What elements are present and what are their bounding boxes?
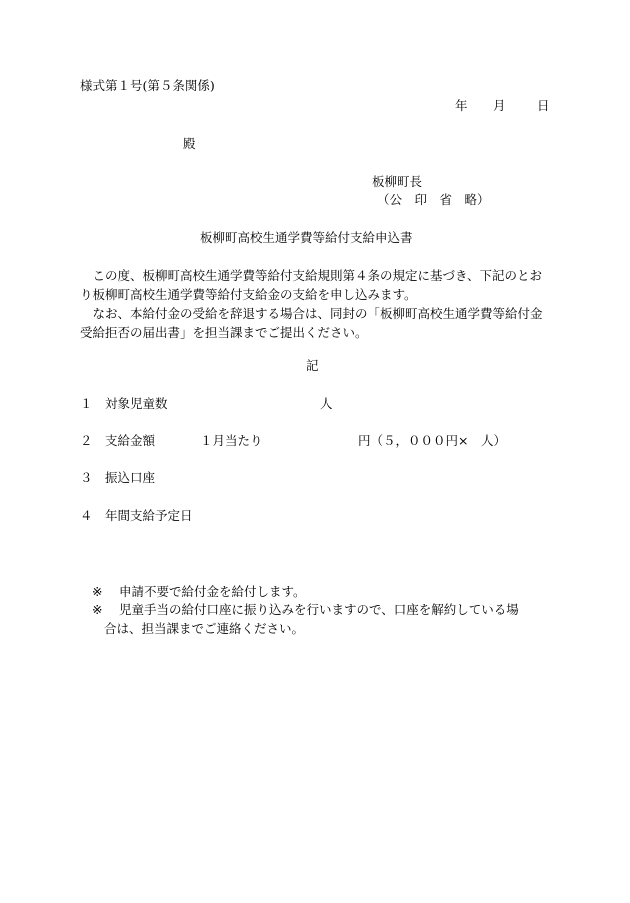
item-per-month: １月当たり: [200, 433, 263, 448]
note: [92, 582, 552, 601]
note-mark: ※: [92, 584, 103, 599]
date-day: 日: [537, 98, 550, 113]
date-year: 年: [455, 98, 468, 113]
item-number: ３: [80, 470, 93, 485]
body-paragraph: この度、板柳町高校生通学費等給付支給規則第４条の規定に基づき、下記のとおり板柳町高校生通学費等給付支給金の支給を申し込みます。: [80, 268, 543, 302]
note: [92, 600, 552, 638]
document-title: 板柳町高校生通学費等給付支給申込書: [200, 230, 413, 245]
item-label: 振込口座: [105, 470, 156, 485]
item-number: ４: [80, 508, 93, 523]
note-text: 申請不要で給付金を給付します。: [119, 584, 306, 599]
ki-label: 記: [306, 358, 319, 373]
item-number: １: [80, 396, 93, 411]
item-label: 年間支給予定日: [105, 508, 193, 523]
item-unit: 人: [320, 396, 333, 411]
issuer: 板柳町長: [372, 174, 423, 189]
form-number: 様式第１号(第５条関係): [80, 78, 215, 93]
item-label: 対象児童数: [105, 396, 168, 411]
body-paragraph: なお、本給付金の受給を辞退する場合は、同封の「板柳町高校生通学費等給付金受給拒否の届出書」を担当課までご提出ください。: [80, 306, 543, 340]
item-amount: 円（５，０００円× 人）: [358, 433, 506, 448]
note-text: 児童手当の給付口座に振り込みを行いますので、口座を解約している場: [119, 602, 519, 617]
note-mark: ※: [92, 602, 103, 617]
addressee: 殿: [183, 136, 196, 151]
date-month: 月: [493, 98, 506, 113]
item-label: 支給金額: [105, 433, 156, 448]
note-text-continued: 合は、担当課までご連絡ください。: [104, 621, 305, 636]
item-number: ２: [80, 433, 93, 448]
seal-note: （公 印 省 略）: [377, 192, 490, 207]
